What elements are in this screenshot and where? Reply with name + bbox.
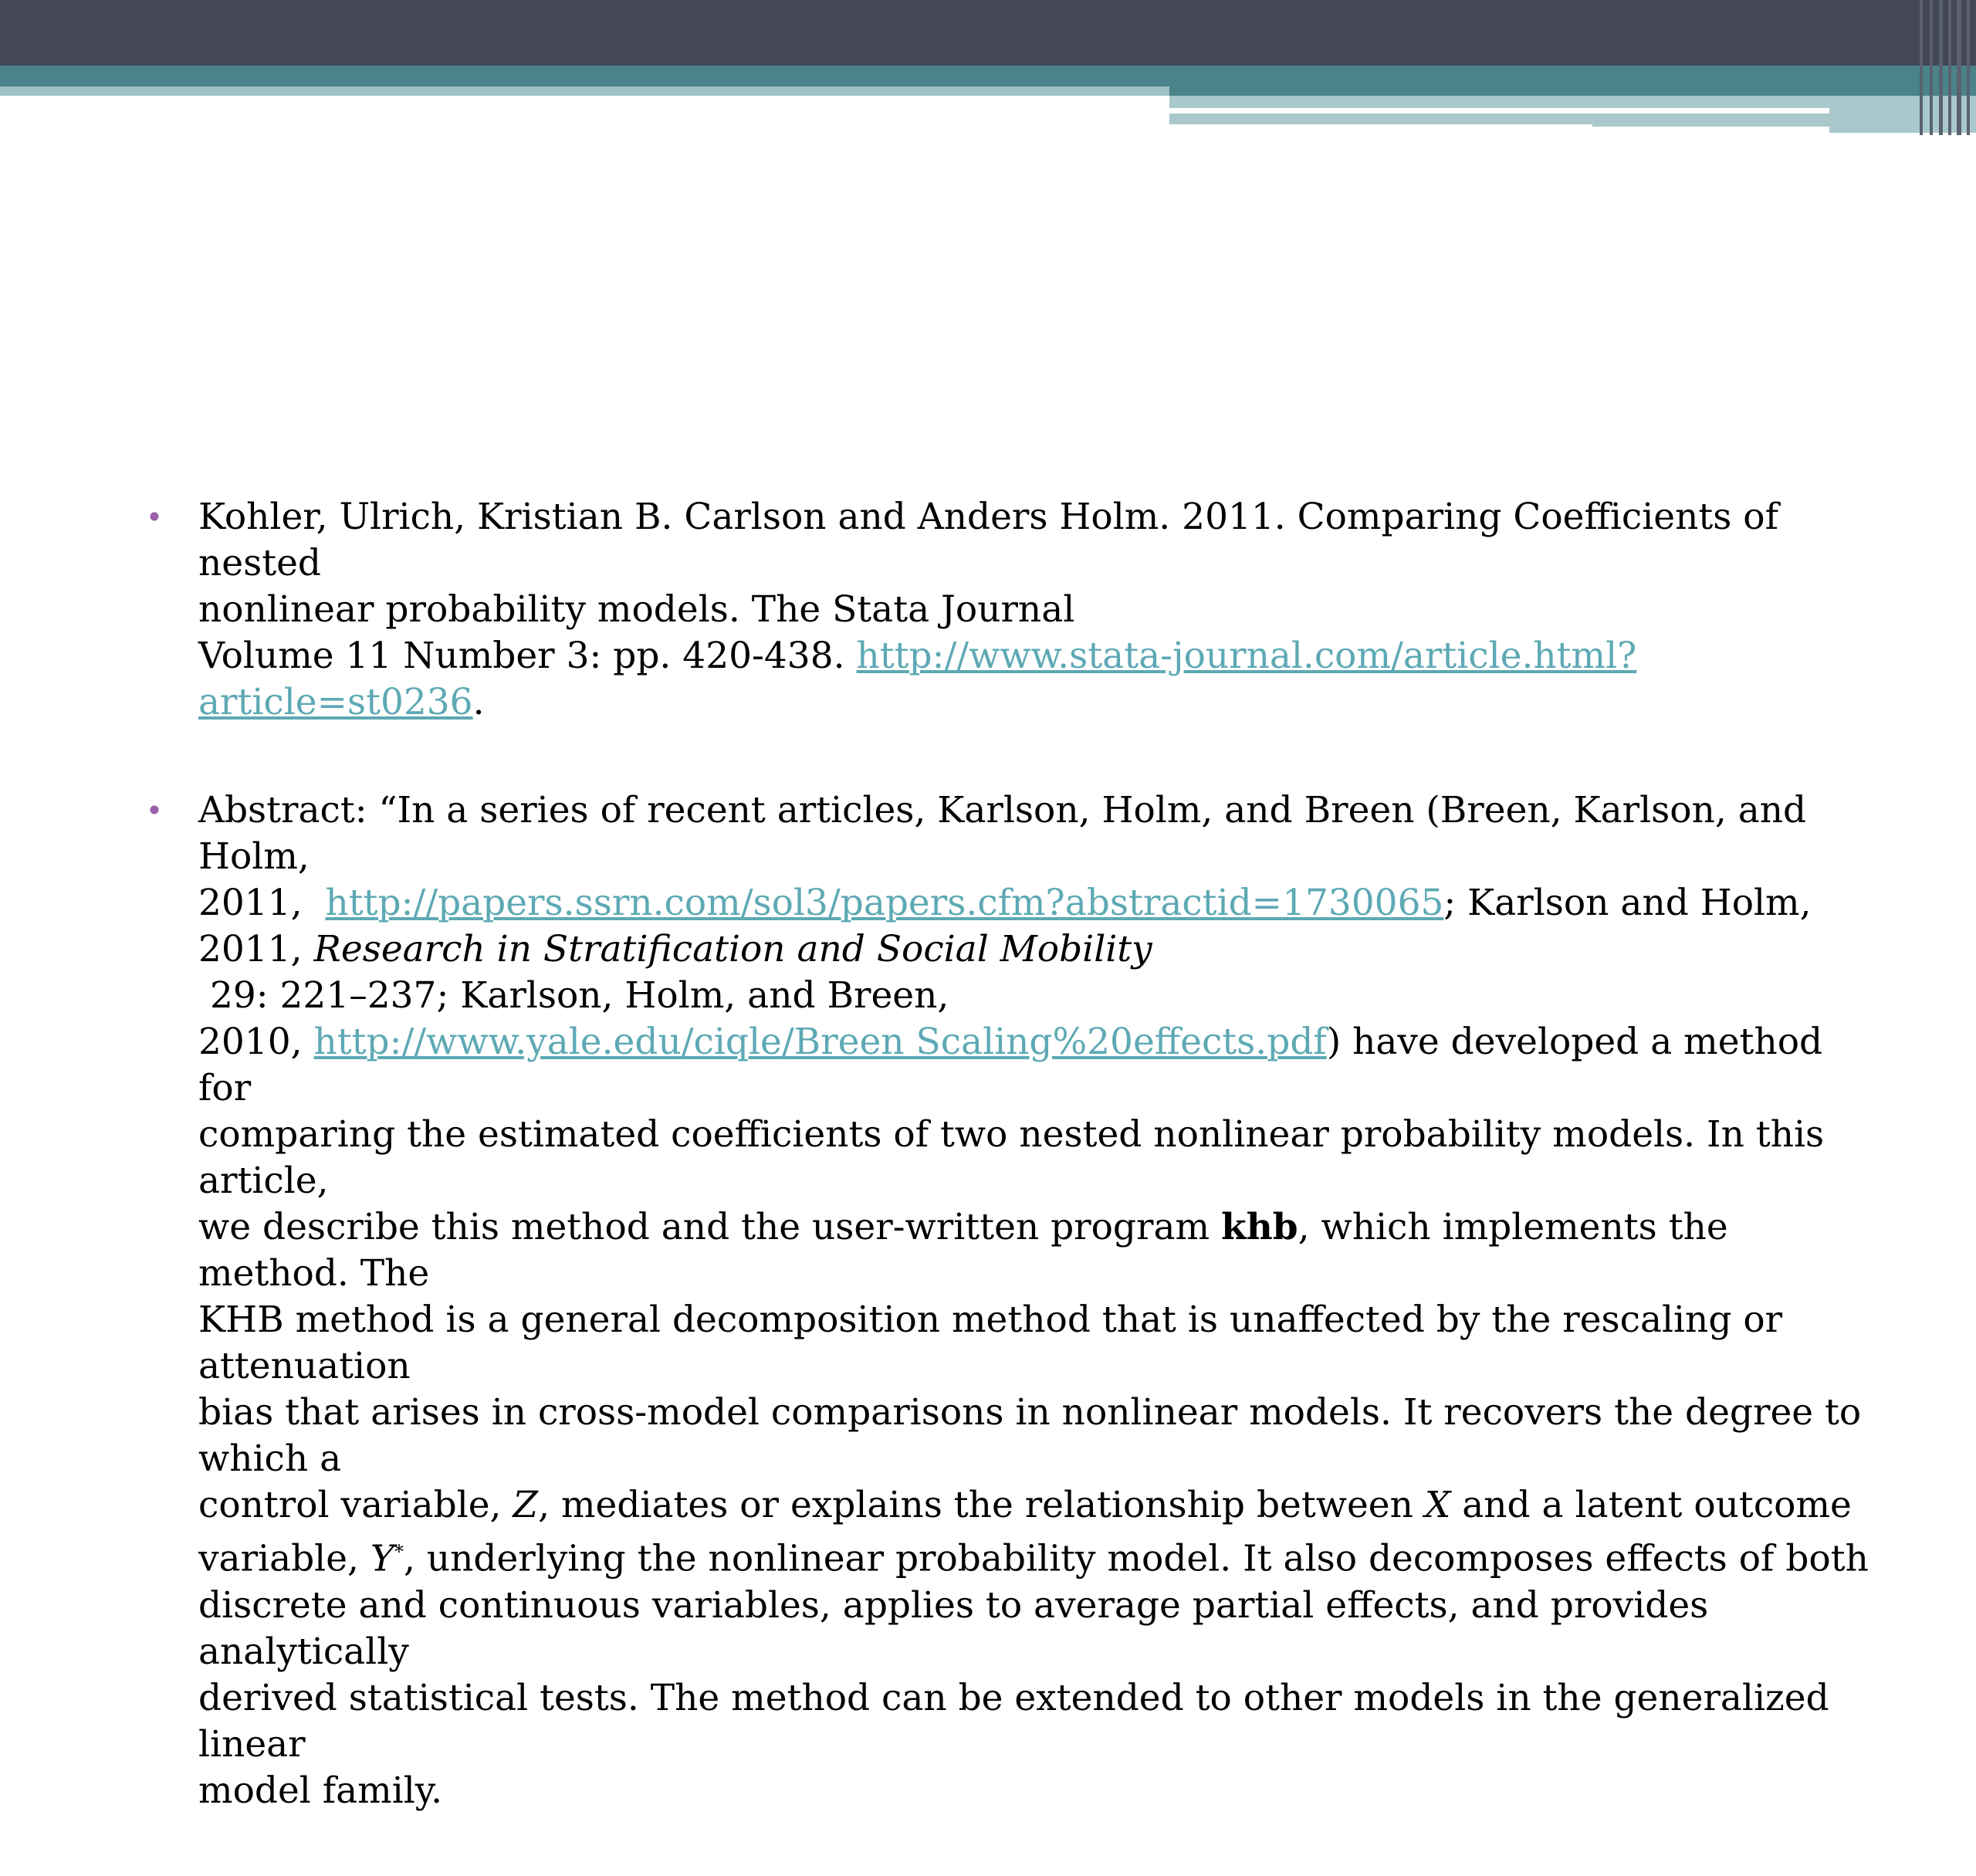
header-teal-block [1169, 86, 1976, 96]
header-vertical-stripe [1939, 0, 1943, 135]
abstract-line [198, 880, 1880, 926]
abstract-line: comparing the estimated coefficients of two nested nonlinear probability models. In this article, [198, 1113, 1825, 1202]
abstract-text: 2011, [198, 928, 314, 970]
header-white-line [1592, 127, 1829, 133]
header-vertical-stripe [1920, 0, 1923, 135]
header-light-teal-band [0, 86, 1169, 96]
variable-z: Z [513, 1484, 539, 1526]
citation-line: nonlinear probability models. The Stata Journal [198, 588, 1075, 631]
abstract-text: variable, [198, 1537, 370, 1580]
header-dark-band [0, 0, 1976, 66]
header-teal-band [0, 66, 1976, 86]
abstract-line [198, 1204, 1880, 1297]
abstract-text: ; Karlson and Holm, [1443, 882, 1812, 924]
header-vertical-stripe [1957, 0, 1961, 135]
bullet-icon: • [145, 500, 164, 534]
abstract-line: KHB method is a general decomposition method that is unaffected by the rescaling or attenuation [198, 1299, 1783, 1387]
variable-y-star: * [394, 1541, 404, 1563]
journal-title: Research in Stratification and Social Mobility [313, 928, 1152, 970]
abstract-text: and a latent outcome [1450, 1484, 1852, 1526]
header-white-line [1169, 124, 1592, 133]
abstract-line [198, 1529, 1880, 1583]
header-vertical-stripe [1948, 0, 1951, 135]
citation-period: . [472, 681, 485, 723]
abstract-text: , mediates or explains the relationship between [538, 1484, 1425, 1526]
abstract-text: ) have developed a method for [198, 1021, 1823, 1109]
header-vertical-stripe [1967, 0, 1970, 135]
bullet-icon: • [145, 794, 164, 828]
abstract-line: model family. [198, 1769, 443, 1812]
abstract-line: bias that arises in cross-model comparisons in nonlinear models. It recovers the degree to which a [198, 1391, 1862, 1480]
abstract-line [198, 926, 1880, 1019]
variable-y: Y [370, 1537, 394, 1580]
header-vertical-stripe [1930, 0, 1933, 135]
abstract-text: 29: 221–237; Karlson, Holm, and Breen, [198, 974, 949, 1017]
abstract-text: 2011, [198, 882, 326, 924]
khb-program-name: khb [1221, 1206, 1298, 1248]
abstract-line: Abstract: “In a series of recent articles, Karlson, Holm, and Breen (Breen, Karlson, and Holm, [198, 789, 1807, 878]
abstract-text: we describe this method and the user-written program [198, 1206, 1222, 1248]
yale-pdf-link[interactable]: http://www.yale.edu/ciqle/Breen Scaling%20effects.pdf [313, 1021, 1327, 1063]
abstract-line [198, 1482, 1880, 1529]
abstract-line: discrete and continuous variables, applies to average partial effects, and provides analytically [198, 1583, 1709, 1673]
slide-header-decoration [0, 0, 1976, 135]
ssrn-paper-link[interactable]: http://papers.ssrn.com/sol3/papers.cfm?abstractid=1730065 [325, 882, 1444, 924]
header-white-line [1169, 108, 1829, 113]
citation-volume-text: Volume 11 Number 3: pp. 420-438. [198, 635, 857, 677]
abstract-line [198, 1019, 1880, 1112]
citation-line [198, 633, 1880, 726]
variable-x: X [1424, 1484, 1451, 1526]
abstract-text: 2010, [198, 1021, 314, 1063]
abstract-text: , which implements the method. The [198, 1206, 1728, 1295]
stata-journal-link[interactable]: http://www.stata-journal.com/article.html?article=st0236 [198, 635, 1637, 723]
abstract-line: derived statistical tests. The method can be extended to other models in the generalized linear [198, 1676, 1829, 1766]
citation-line: Kohler, Ulrich, Kristian B. Carlson and Anders Holm. 2011. Comparing Coefficients of nested [198, 496, 1778, 584]
citation-bullet [143, 494, 1880, 726]
abstract-text: , underlying the nonlinear probability model. It also decomposes effects of both [403, 1537, 1869, 1580]
abstract-bullet [143, 787, 1880, 1814]
abstract-text: control variable, [198, 1484, 513, 1526]
slide-body [143, 494, 1880, 1876]
